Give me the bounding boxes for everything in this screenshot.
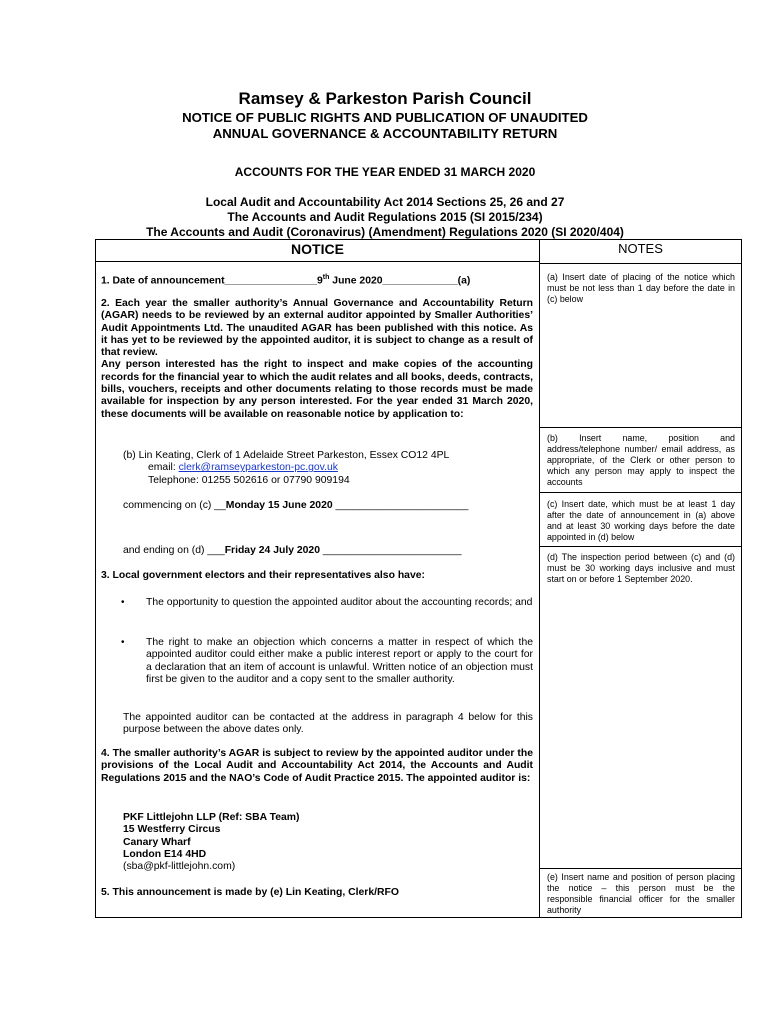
paragraph-2: [101, 298, 533, 421]
act-line-3: The Accounts and Audit (Coronavirus) (Amendment) Regulations 2020 (SI 2020/404): [146, 225, 624, 239]
auditor-line: PKF Littlejohn LLP (Ref: SBA Team): [123, 812, 300, 823]
commencing-date: Monday 15 June 2020: [225, 500, 333, 511]
paragraph-4: 4. The smaller authority’s AGAR is subject to review by the appointed auditor under the provisions of the Local Audit and Accountability Act 2014, the Accounts and Audit Regulations 2015 and the NAO’s Code of Audit Practice 2015. The appointed auditor is:: [101, 748, 533, 784]
divider: [540, 427, 741, 428]
bullet-objection: The right to make an objection which concerns a matter in respect of which the appointed auditor could either make a public interest report or apply to the court for a declaration that an item of account is unlawful. Written notice of an objection must first be given to the auditor and a copy sent to the smaller authority.: [146, 637, 533, 685]
note-b: (b) Insert name, position and address/telephone number/ email address, as appropriate, of the Clerk or other person to which any person may apply to inspect the accounts: [547, 433, 735, 487]
divider: [540, 546, 741, 547]
council-name: Ramsey & Parkeston Parish Council: [238, 89, 532, 108]
note-e: (e) Insert name and position of person placing the notice – this person must be the responsible financial officer for the smaller authority: [547, 872, 735, 915]
divider: [96, 261, 539, 262]
commencing-line: [123, 500, 533, 512]
ending-suffix: ________________________: [320, 545, 462, 556]
bullet-question-auditor: The opportunity to question the appointed auditor about the accounting records; and: [146, 597, 533, 608]
contact-block: [123, 450, 533, 487]
bullet-dot: •: [121, 637, 125, 648]
auditor-contact-note: The appointed auditor can be contacted at the address in paragraph 4 below for this purpose between the above dates only.: [123, 712, 533, 736]
contact-phone: Telephone: 01255 502616 or 07790 909194: [148, 474, 350, 486]
paragraph-5: 5. This announcement is made by (e) Lin Keating, Clerk/RFO: [101, 887, 399, 898]
auditor-address: [123, 812, 533, 861]
email-label: email:: [148, 462, 179, 474]
announcement-date-prefix: 1. Date of announcement________________9: [101, 275, 323, 287]
ending-line: [123, 545, 533, 557]
notice-table: [95, 239, 742, 918]
ending-date: Friday 24 July 2020: [224, 545, 320, 556]
auditor-email[interactable]: (sba@pkf-littlejohn.com): [123, 861, 236, 872]
divider: [540, 492, 741, 493]
note-a: (a) Insert date of placing of the notice which must be not less than 1 day before the date in (c) below: [547, 272, 735, 304]
ordinal-suffix: th: [322, 274, 330, 281]
commencing-suffix: _______________________: [332, 500, 469, 511]
note-d: (d) The inspection period between (c) and (d) must be 30 working days inclusive and must start on or before 1 September 2020.: [547, 552, 735, 584]
announcement-date: [101, 272, 531, 288]
paragraph-3: 3. Local government electors and their representatives also have:: [101, 570, 425, 581]
act-line-1: Local Audit and Accountability Act 2014 Sections 25, 26 and 27: [205, 195, 565, 209]
clerk-email-link[interactable]: clerk@ramseyparkeston-pc.gov.uk: [178, 462, 338, 474]
auditor-line: 15 Westferry Circus: [123, 824, 221, 836]
notice-heading: NOTICE: [291, 241, 344, 257]
divider: [540, 263, 741, 264]
contact-name-address: (b) Lin Keating, Clerk of 1 Adelaide Street Parkeston, Essex CO12 4PL: [123, 450, 450, 461]
commencing-prefix: commencing on (c) __: [123, 500, 226, 511]
agar-review-text: 2. Each year the smaller authority’s Annual Governance and Accountability Return (AGAR) needs to be reviewed by an external auditor appointed by Smaller Authorities’ Audit Appointments Ltd. The unaudited AGAR has been published with this notice. As it has yet to be reviewed by the appointed auditor, it is subject to change as a result of that review.: [101, 298, 533, 359]
act-line-2: The Accounts and Audit Regulations 2015 (SI 2015/234): [227, 210, 543, 224]
inspection-rights-text: Any person interested has the right to inspect and make copies of the accounting records for the financial year to which the audit relates and all books, deeds, contracts, bills, vouchers, receipts and other documents relating to those records must be made available for inspection by any person interested. For the year ended 31 March 2020, these documents will be available on reasonable notice by application to:: [101, 359, 533, 420]
column-divider: [539, 240, 540, 917]
note-c: (c) Insert date, which must be at least 1 day after the date of announcement in (a) above and at least 30 working days before the date appointed in (d) below: [547, 499, 735, 542]
accounts-heading: ACCOUNTS FOR THE YEAR ENDED 31 MARCH 2020: [234, 165, 536, 179]
announcement-date-suffix: June 2020_____________(a): [329, 275, 471, 287]
auditor-line: London E14 4HD: [123, 848, 207, 860]
bullet-dot: •: [121, 597, 125, 608]
notice-title: NOTICE OF PUBLIC RIGHTS AND PUBLICATION OF UNAUDITED ANNUAL GOVERNANCE & ACCOUNTABILITY RETURN: [182, 110, 588, 141]
divider: [540, 868, 741, 869]
notes-heading: NOTES: [618, 241, 663, 256]
auditor-line: Canary Wharf: [123, 836, 191, 848]
legislation-block: [0, 195, 770, 240]
ending-prefix: and ending on (d) ___: [123, 545, 225, 556]
